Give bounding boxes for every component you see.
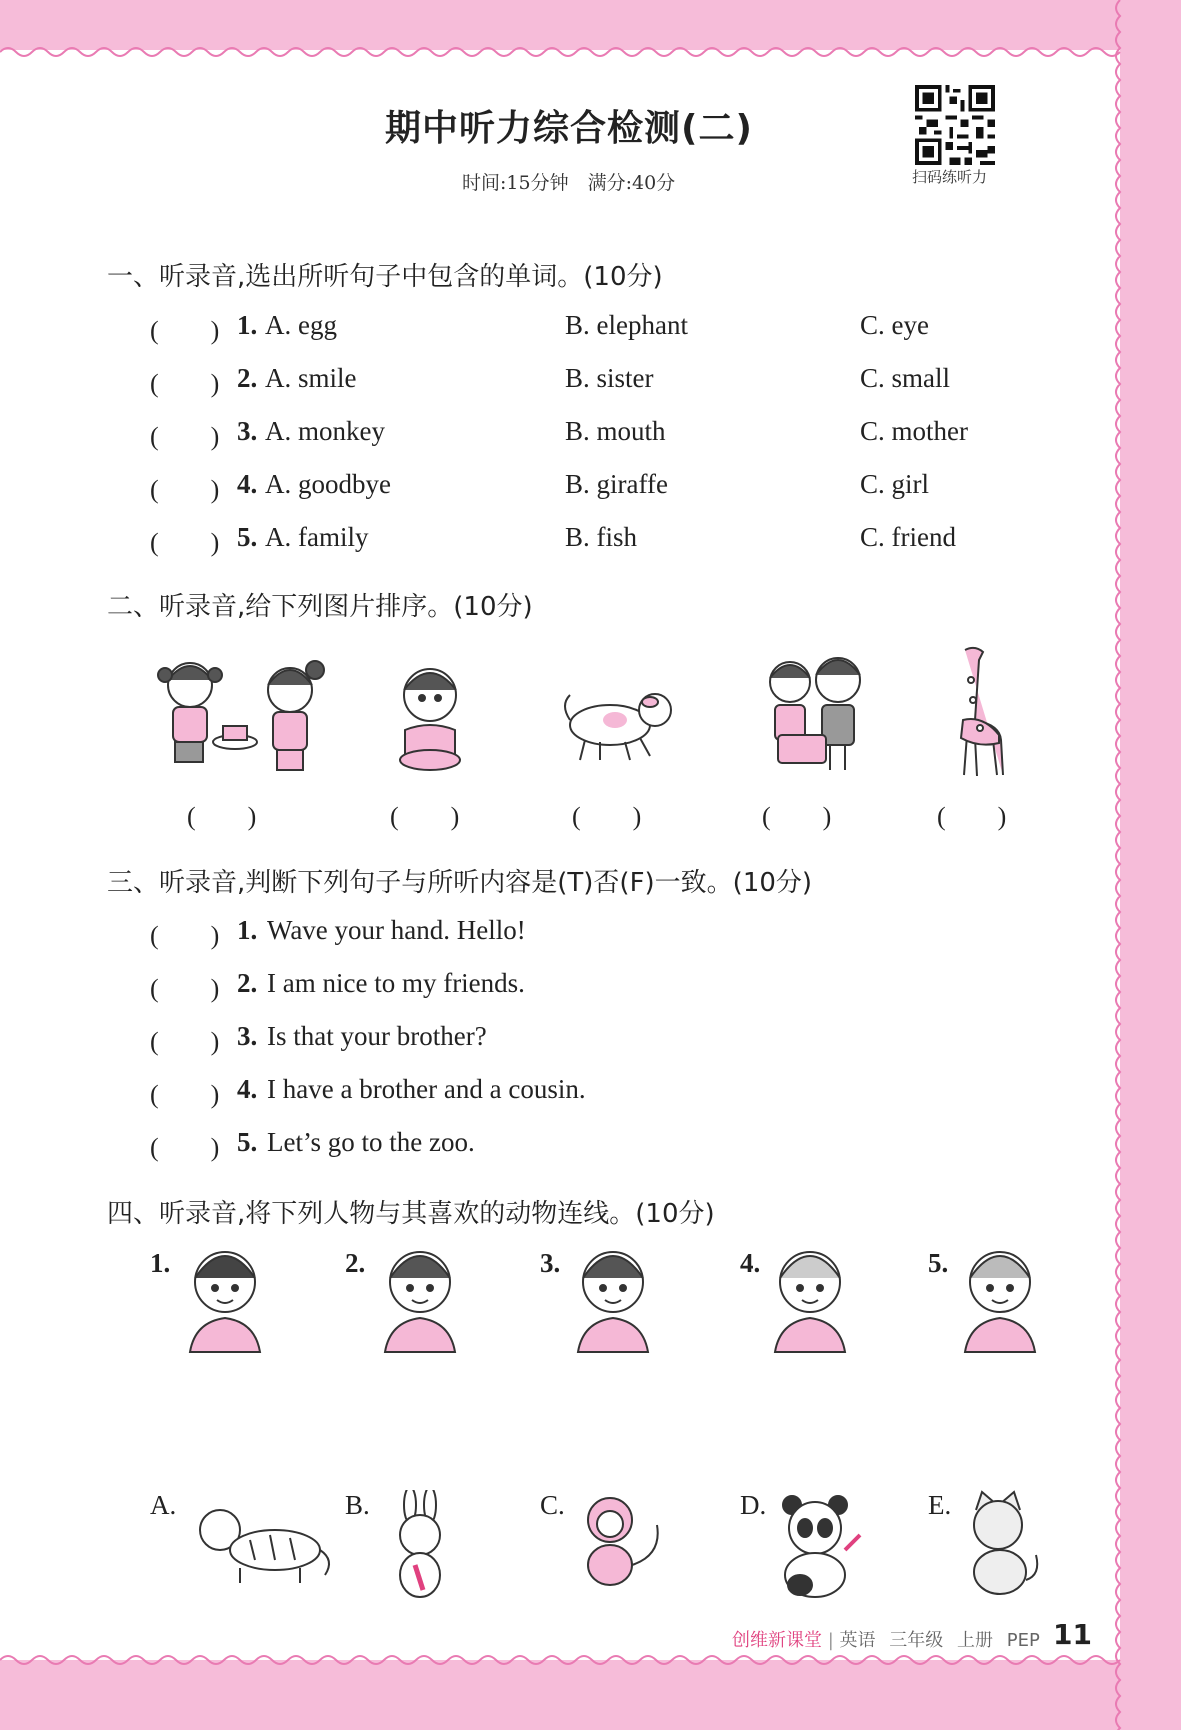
footer-subject: 英语 (839, 1630, 876, 1651)
question-number: 5. (237, 522, 258, 552)
rabbit-icon (380, 1490, 460, 1600)
dog-picture (555, 680, 685, 770)
cat-icon (958, 1490, 1048, 1600)
footer-edition: PEP (1006, 1630, 1040, 1651)
grandpa-icon (955, 1240, 1045, 1355)
answer-blank[interactable]: ( ) (150, 974, 220, 1003)
footer-grade: 三年级 (889, 1630, 944, 1651)
animal-letter: D. (740, 1490, 767, 1520)
question-number: 3. (237, 1021, 258, 1051)
section2-title: 二、听录音,给下列图片排序。(10分) (107, 592, 533, 622)
question-number: 2. (237, 968, 258, 998)
answer-blank[interactable]: ( ) (150, 422, 220, 451)
option-b: B. giraffe (565, 469, 668, 499)
right-border (1121, 0, 1181, 1730)
animal-letter: A. (150, 1490, 177, 1520)
person-number: 3. (540, 1248, 561, 1278)
question-number: 5. (237, 1127, 258, 1157)
option-c: C. eye (860, 310, 929, 340)
option-a: A. monkey (265, 416, 385, 446)
father-icon (568, 1240, 658, 1355)
qr-caption: 扫码练听力 (912, 168, 988, 186)
answer-blank[interactable]: ( ) (150, 921, 220, 950)
person-number: 1. (150, 1248, 171, 1278)
girl-icon (375, 1240, 465, 1355)
statement-text: I have a brother and a cousin. (267, 1074, 586, 1104)
option-b: B. sister (565, 363, 654, 393)
footer-info: 创维新课堂 | 英语 三年级 上册 PEP (732, 1630, 1040, 1651)
order-blank[interactable]: ( ) (762, 802, 832, 831)
answer-blank[interactable]: ( ) (150, 1080, 220, 1109)
tiger-icon (190, 1490, 340, 1600)
page-title: 期中听力综合检测(二) (385, 108, 753, 149)
statement-text: Wave your hand. Hello! (267, 915, 526, 945)
question-number: 2. (237, 363, 258, 393)
answer-blank[interactable]: ( ) (150, 475, 220, 504)
question-number: 1. (237, 310, 258, 340)
qr-code-icon[interactable] (915, 85, 995, 165)
monkey-icon (570, 1490, 670, 1600)
statement-text: Is that your brother? (267, 1021, 487, 1051)
page-number: 11 (1053, 1618, 1092, 1651)
boy-icon (180, 1240, 270, 1355)
question-number: 4. (237, 469, 258, 499)
person-number: 4. (740, 1248, 761, 1278)
option-b: B. mouth (565, 416, 666, 446)
order-blank[interactable]: ( ) (390, 802, 460, 831)
animal-letter: C. (540, 1490, 565, 1520)
option-c: C. friend (860, 522, 956, 552)
exam-info: 时间:15分钟 满分:40分 (462, 172, 676, 194)
order-blank[interactable]: ( ) (937, 802, 1007, 831)
animal-letter: E. (928, 1490, 952, 1520)
question-number: 4. (237, 1074, 258, 1104)
bottom-wavy-border (0, 1652, 1181, 1668)
footer-volume: 上册 (956, 1630, 993, 1651)
option-a: A. family (265, 522, 369, 552)
answer-blank[interactable]: ( ) (150, 528, 220, 557)
option-c: C. girl (860, 469, 930, 499)
option-a: A. goodbye (265, 469, 391, 499)
giraffe-picture (945, 640, 1015, 780)
top-wavy-border (0, 44, 1181, 60)
option-a: A. egg (265, 310, 337, 340)
question-number: 1. (237, 915, 258, 945)
section4-title: 四、听录音,将下列人物与其喜欢的动物连线。(10分) (107, 1199, 715, 1229)
grandma-icon (765, 1240, 855, 1355)
answer-blank[interactable]: ( ) (150, 1027, 220, 1056)
animal-letter: B. (345, 1490, 370, 1520)
option-b: B. fish (565, 522, 638, 552)
answer-blank[interactable]: ( ) (150, 369, 220, 398)
answer-blank[interactable]: ( ) (150, 1133, 220, 1162)
order-blank[interactable]: ( ) (187, 802, 257, 831)
section3-title: 三、听录音,判断下列句子与所听内容是(T)否(F)一致。(10分) (107, 868, 813, 898)
option-a: A. smile (265, 363, 357, 393)
option-b: B. elephant (565, 310, 688, 340)
panda-icon (770, 1490, 865, 1600)
footer-brand: 创维新课堂 (732, 1630, 822, 1651)
right-wavy-border (1112, 0, 1128, 1730)
question-number: 3. (237, 416, 258, 446)
girls-sharing-cake-picture (145, 650, 335, 780)
statement-text: Let’s go to the zoo. (267, 1127, 475, 1157)
section1-title: 一、听录音,选出所听句子中包含的单词。(10分) (107, 262, 663, 292)
person-number: 5. (928, 1248, 949, 1278)
option-c: C. mother (860, 416, 968, 446)
statement-text: I am nice to my friends. (267, 968, 525, 998)
person-number: 2. (345, 1248, 366, 1278)
boy-thinking-picture (390, 660, 470, 775)
option-c: C. small (860, 363, 951, 393)
boy-and-girl-with-suitcase-picture (750, 650, 880, 775)
order-blank[interactable]: ( ) (572, 802, 642, 831)
answer-blank[interactable]: ( ) (150, 316, 220, 345)
